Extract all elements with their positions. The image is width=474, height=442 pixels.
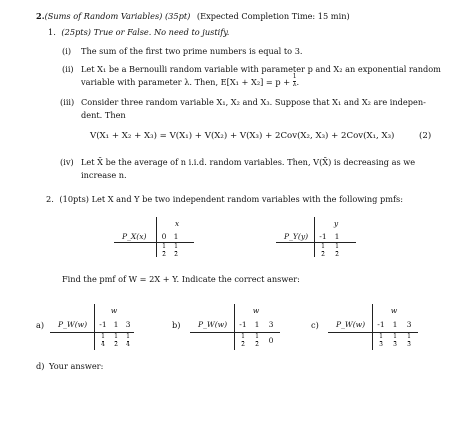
option-b-letter: b): [172, 320, 181, 330]
frac-num: 1: [292, 73, 297, 80]
item-iii-line2-text: dent. Then: [81, 110, 126, 120]
pmf-x-value-0: 0: [161, 232, 167, 241]
option-c-vline: [372, 304, 373, 350]
problem-header: [36, 11, 350, 21]
pmf-y-value-0: -1: [319, 232, 327, 241]
option-b-prob-2: 0: [268, 336, 274, 345]
option-a-prob-2: $\frac{1}{4}$: [126, 333, 130, 348]
pmf-y-value-1: 1: [334, 232, 340, 241]
option-a-prob-1: $\frac{1}{2}$: [114, 333, 118, 348]
option-c-value-1: 1: [392, 320, 398, 329]
option-b-vline: [234, 304, 235, 350]
pmf-x-value-1: 1: [173, 232, 179, 241]
frac-den: λ: [292, 80, 297, 88]
item-ii-line2-end: .: [296, 77, 300, 87]
option-a-vline: [94, 304, 95, 350]
item-iv-line2: [81, 170, 127, 180]
item-iv-label: (iv): [60, 157, 74, 167]
pmf-x-prob-1: $\frac{1}{2}$: [174, 243, 178, 258]
item-ii-line1: Let X₁ be a Bernoulli random variable with parameter p and X₂ an exponential random: [81, 64, 441, 74]
item-iv-line2-text: increase n.: [81, 170, 127, 180]
part1-label: 1.: [48, 27, 56, 37]
problem-number: 2.: [36, 11, 45, 21]
pmf-y-hline: [276, 242, 356, 243]
item-iv-line1: Let X̄ be the average of n i.i.d. random variables. Then, V(X̄) is decreasing as we: [81, 157, 416, 167]
item-i: [62, 46, 303, 56]
problem-title: (Sums of Random Variables) (35pt): [44, 11, 191, 21]
equation-number: [419, 131, 431, 141]
option-a-value-0: -1: [99, 320, 107, 329]
pmf-y-var: y: [333, 219, 339, 228]
option-b-prob-0: $\frac{1}{2}$: [241, 333, 245, 348]
pmf-x-prob-0: $\frac{1}{2}$: [162, 243, 166, 258]
option-a-value-1: 1: [113, 320, 119, 329]
option-b-label: P_W(w): [198, 320, 228, 329]
item-iii-line2: [81, 110, 126, 120]
option-c-label: P_W(w): [336, 320, 366, 329]
option-a-hline: [50, 332, 134, 333]
pmf-y-prob-0: $\frac{1}{2}$: [321, 243, 325, 258]
pmf-y-vline: [314, 217, 315, 257]
item-iii: [60, 97, 426, 107]
option-b-value-2: 3: [268, 320, 274, 329]
pmf-x-hline: [114, 242, 194, 243]
pmf-y-prob-1: $\frac{1}{2}$: [335, 243, 339, 258]
pmf-x-label: P_X(x): [122, 232, 147, 241]
pmf-y-label: P_Y(y): [284, 232, 309, 241]
option-b-var: w: [252, 306, 260, 315]
part2-heading: [46, 194, 403, 204]
option-b-prob-1: $\frac{1}{2}$: [255, 333, 259, 348]
item-ii-line2: [81, 73, 300, 88]
option-c-letter: c): [311, 320, 319, 330]
find-pmf-text: Find the pmf of W = 2X + Y. Indicate the correct answer:: [62, 274, 300, 284]
option-c-var: w: [390, 306, 398, 315]
option-c-prob-0: $\frac{1}{3}$: [379, 333, 383, 348]
item-ii: [62, 64, 441, 74]
expected-time: (Expected Completion Time: 15 min): [196, 11, 350, 21]
option-a-var: w: [110, 306, 118, 315]
option-b-value-1: 1: [254, 320, 260, 329]
item-iii-line1: Consider three random variable X₁, X₂ and X₃. Suppose that X₁ and X₂ are indepen-: [81, 97, 426, 107]
item-ii-label: (ii): [62, 64, 74, 74]
option-c-hline: [328, 332, 418, 333]
part1-title: (25pts) True or False. No need to justify.: [61, 27, 230, 37]
option-a-letter: a): [36, 320, 45, 330]
equation-number-text: (2): [419, 131, 432, 141]
equation-body: V(X₁ + X₂ + X₃) = V(X₁) + V(X₂) + V(X₃) + 2Cov(X₂, X₃) + 2Cov(X₁, X₃): [90, 131, 395, 141]
option-c-value-2: 3: [406, 320, 412, 329]
pmf-x-var: x: [174, 219, 180, 228]
option-c-prob-1: $\frac{1}{3}$: [393, 333, 397, 348]
option-d-letter: d): [36, 361, 45, 371]
item-i-text: The sum of the first two prime numbers is equal to 3.: [81, 46, 303, 56]
option-b-value-0: -1: [239, 320, 247, 329]
option-d[interactable]: [36, 361, 103, 371]
part1-heading: [48, 27, 229, 37]
item-ii-line2-text: variable with parameter λ. Then, E[X₁ + X₂] = p +: [81, 77, 293, 87]
option-c-value-0: -1: [377, 320, 385, 329]
option-a-label: P_W(w): [58, 320, 88, 329]
item-i-label: (i): [62, 46, 72, 56]
pmf-x-vline: [156, 217, 157, 257]
option-a-prob-0: $\frac{1}{4}$: [101, 333, 105, 348]
item-iii-label: (iii): [60, 97, 75, 107]
equation: [90, 131, 394, 141]
part2-title: (10pts) Let X and Y be two independent random variables with the following pmfs:: [59, 194, 403, 204]
your-answer-label: Your answer:: [49, 361, 104, 371]
option-c-prob-2: $\frac{1}{3}$: [407, 333, 411, 348]
option-a-value-2: 3: [125, 320, 131, 329]
option-b-hline: [190, 332, 280, 333]
item-iv: [60, 157, 415, 167]
part2-label: 2.: [46, 194, 54, 204]
